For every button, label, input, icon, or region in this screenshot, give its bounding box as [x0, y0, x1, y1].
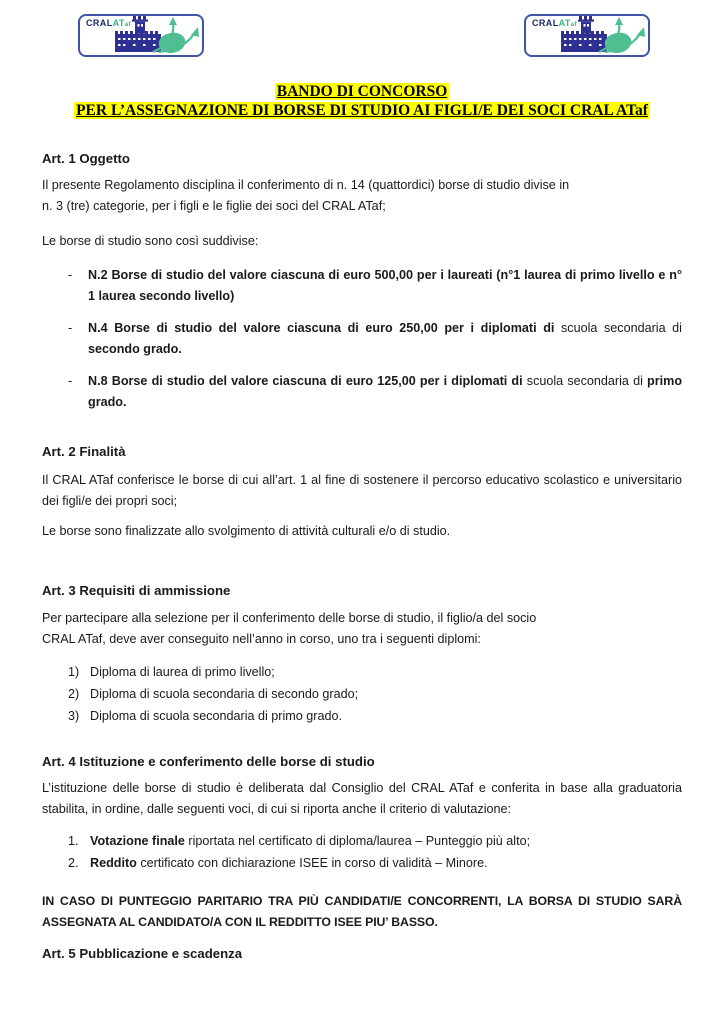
tie-break-notice: IN CASO DI PUNTEGGIO PARITARIO TRA PIÙ CANDIDATI/E CONCORRENTI, LA BORSA DI STUDIO SARÀ ASSEGNATA AL CANDIDATO/A CON IL REDDITTO ISEE PIU’ BASSO. [42, 894, 682, 929]
logo-text-cral: CRAL [86, 18, 113, 28]
bullet-regular-run: scuola secondaria di [526, 374, 648, 388]
list-item-text: Diploma di scuola secondaria di primo grado. [90, 709, 343, 723]
bullet-item [68, 318, 682, 360]
list-item-text: Diploma di scuola secondaria di secondo grado; [90, 687, 359, 701]
art3-heading: Art. 3 Requisiti di ammissione [42, 583, 231, 598]
document-title [0, 82, 724, 120]
bullet-item [68, 371, 682, 413]
art2-paragraph-2: Le borse sono finalizzate allo svolgimento di attività culturali e/o di studio. [42, 524, 451, 538]
list-item-bold-run: Reddito [90, 856, 137, 870]
list-item-regular-run: certificato con dichiarazione ISEE in corso di validità – Minore. [136, 856, 488, 870]
bullet-text [88, 371, 682, 413]
title-line-2: PER L’ASSEGNAZIONE DI BORSE DI STUDIO AI FIGLI/E DEI SOCI CRAL ATaf [76, 102, 648, 119]
art1-paragraph-1-line-1: Il presente Regolamento disciplina il conferimento di n. 14 (quattordici) borse di studio divise in [42, 178, 570, 192]
document-body [0, 148, 724, 964]
list-item-text: Diploma di laurea di primo livello; [90, 665, 275, 679]
art1-paragraph-1-line-2: n. 3 (tre) categorie, per i figli e le figlie dei soci del CRAL ATaf; [42, 199, 386, 213]
art1-paragraph-1 [42, 175, 682, 217]
list-item-regular-run: riportata nel certificato di diploma/laurea – Punteggio più alto; [184, 834, 531, 848]
bullet-bold-run: N.8 Borse di studio del valore ciascuna di euro 125,00 per i diplomati di [88, 374, 527, 388]
list-item-number: 2. [68, 856, 79, 870]
list-item-text [90, 830, 682, 852]
list-item [68, 705, 682, 727]
art2-heading: Art. 2 Finalità [42, 444, 126, 459]
list-item [68, 852, 682, 874]
logo-text-af: af [124, 22, 131, 28]
bullet-text [88, 318, 682, 360]
bullet-bold-run: primo grado. [88, 374, 683, 409]
scholarship-bullet-list [42, 265, 682, 413]
criteria-numbered-list [42, 830, 682, 874]
bullet-bold-run: N.2 Borse di studio del valore ciascuna di euro 500,00 per i laureati (n°1 laurea di primo livello e n° 1 laurea secondo livello) [88, 268, 682, 303]
art4-heading: Art. 4 Istituzione e conferimento delle borse di studio [42, 754, 375, 769]
art5-heading: Art. 5 Pubblicazione e scadenza [42, 946, 243, 961]
bullet-regular-run: scuola secondaria di [560, 321, 682, 335]
cral-logo-left [78, 14, 204, 57]
logo-text-af: af [570, 22, 577, 28]
art1-heading: Art. 1 Oggetto [42, 151, 130, 166]
bullet-dash: - [68, 374, 73, 388]
bullet-text [88, 265, 682, 307]
list-item [68, 661, 682, 683]
list-item-bold-run: Votazione finale [90, 834, 185, 848]
art4-paragraph-1: L’istituzione delle borse di studio è deliberata dal Consiglio del CRAL ATaf e conferita in base alla graduatoria stabilita, in ordine, dalle seguenti voci, di cui si riporta anche il criterio di valutazione: [42, 781, 682, 816]
logo-text-cral: CRAL [532, 18, 559, 28]
art3-paragraph-1-line-1: Per partecipare alla selezione per il conferimento delle borse di studio, il figlio/a del socio [42, 611, 537, 625]
art3-paragraph-1 [42, 608, 682, 650]
art2-paragraph-1: Il CRAL ATaf conferisce le borse di cui all’art. 1 al fine di sostenere il percorso educativo scolastico e universitario dei figli/e dei propri soci; [42, 473, 682, 508]
bullet-dash: - [68, 321, 73, 335]
art1-paragraph-2: Le borse di studio sono così suddivise: [42, 234, 259, 248]
diploma-numbered-list [42, 661, 682, 727]
bullet-dash: - [68, 268, 73, 282]
list-item-number: 1) [68, 665, 80, 679]
list-item [68, 830, 682, 852]
list-item [68, 683, 682, 705]
art3-paragraph-1-line-2: CRAL ATaf, deve aver conseguito nell’anno in corso, uno tra i seguenti diplomi: [42, 632, 481, 646]
list-item-number: 1. [68, 834, 79, 848]
list-item-number: 3) [68, 709, 80, 723]
logo-text-at: AT [558, 18, 571, 28]
cral-logo-wordmark [86, 18, 131, 30]
cral-logo-wordmark [532, 18, 577, 30]
title-line-1: BANDO DI CONCORSO [276, 83, 448, 100]
list-item-number: 2) [68, 687, 80, 701]
logo-text-at: AT [112, 18, 125, 28]
cral-logo-right [524, 14, 650, 57]
bullet-item [68, 265, 682, 307]
bullet-bold-run: secondo grado. [88, 342, 182, 356]
bullet-bold-run: N.4 Borse di studio del valore ciascuna di euro 250,00 per i diplomati di [88, 321, 561, 335]
logo-row [0, 0, 724, 60]
list-item-text [90, 852, 682, 874]
